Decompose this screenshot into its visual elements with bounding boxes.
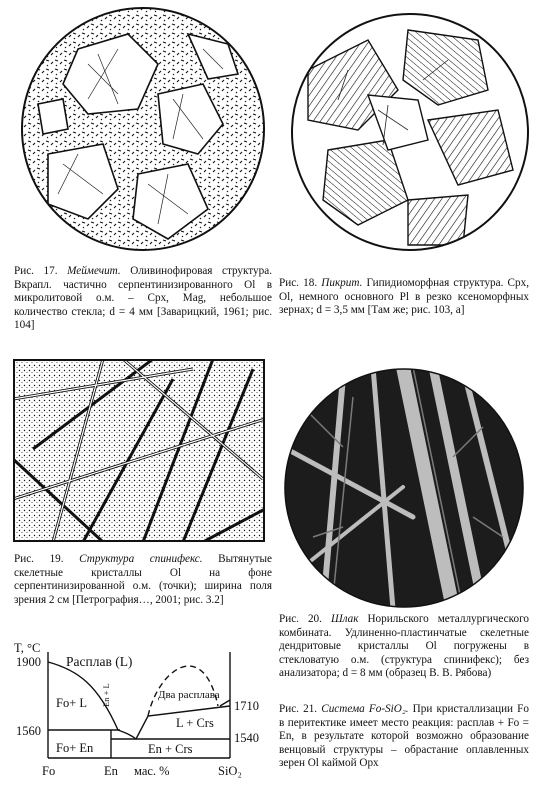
caption-fig-17 bbox=[14, 265, 272, 333]
tick-1540: 1540 bbox=[234, 731, 259, 745]
caption-text: Норильского металлургического комбината. Удлиненно-пластинчатые скелетные дендритовые кристаллы Ol погружены в стекловатую о.м. (структура спинифекс); без анализатора; d = 8 мм (образец В. В. Рябова) bbox=[279, 613, 529, 680]
caption-text: При кристаллизации Fo в перитектике имеет место реакция: расплав + Fo = En, в результате которой возможно образование венцовый структуры – обрастание оплавленных зерен Ol каймой Opx bbox=[279, 703, 529, 770]
figure-20-micrograph bbox=[283, 367, 525, 609]
caption-title: Меймечит. bbox=[67, 265, 121, 277]
x-label-en: En bbox=[104, 764, 118, 778]
tick-1900: 1900 bbox=[16, 655, 41, 669]
en-liquidus bbox=[118, 730, 136, 739]
caption-fig-21 bbox=[279, 703, 529, 771]
caption-text: Вытянутые скелетные кристаллы Ol на фоне серпентинизированной о.м. (точки); ширина поля зрения 2 см [Петрография…, 2001; рис. 3.2] bbox=[14, 553, 272, 606]
figure-17-micrograph bbox=[18, 4, 268, 254]
caption-text: Гипидиоморфная структура. Cpx, Ol, немного основного Pl в резко ксеноморфных зернах; d = 3,5 мм [Там же; рис. 103, а] bbox=[279, 277, 529, 317]
caption-number: Рис. 18. bbox=[279, 277, 318, 289]
caption-fig-20 bbox=[279, 613, 529, 681]
tick-1710: 1710 bbox=[234, 699, 259, 713]
caption-number: Рис. 20. bbox=[279, 613, 322, 625]
field-en-crs: En + Crs bbox=[148, 742, 193, 756]
caption-fig-19 bbox=[14, 553, 272, 607]
caption-number: Рис. 17. bbox=[14, 265, 58, 277]
figure-19-drawing bbox=[13, 359, 265, 542]
caption-number: Рис. 19. bbox=[14, 553, 64, 565]
x-label-fo: Fo bbox=[42, 764, 56, 778]
field-two-melts: Два расплава bbox=[158, 689, 220, 701]
field-fo-en: Fo+ En bbox=[56, 741, 94, 755]
x-label-sio2: SiO₂ bbox=[218, 764, 242, 778]
caption-fig-18 bbox=[279, 277, 529, 318]
caption-title: Система Fo-SiO₂. bbox=[321, 703, 409, 715]
caption-title: Шлак bbox=[330, 613, 359, 625]
x-label-units: мас. % bbox=[134, 764, 170, 778]
caption-title: Структура спинифекс. bbox=[79, 553, 203, 565]
tick-1560: 1560 bbox=[16, 724, 41, 738]
figure-21-phase-diagram bbox=[8, 640, 276, 782]
field-en-l: En + L bbox=[101, 683, 111, 707]
figure-18-micrograph bbox=[288, 10, 532, 254]
caption-text: Оливинофировая структура. Вкрапл. частично серпентинизированного Ol в микролитовой о.м. – Cpx, Mag, небольшое количество стекла; d = 4 мм [Заварицкий, 1961; рис. 104] bbox=[14, 265, 272, 332]
caption-title: Пикрит. bbox=[321, 277, 363, 289]
field-l-crs: L + Crs bbox=[176, 716, 214, 730]
caption-number: Рис. 21. bbox=[279, 703, 318, 715]
field-fo-l: Fo+ L bbox=[56, 696, 88, 710]
field-melt: Расплав (L) bbox=[66, 654, 133, 669]
y-axis-label: T, °C bbox=[14, 641, 41, 655]
